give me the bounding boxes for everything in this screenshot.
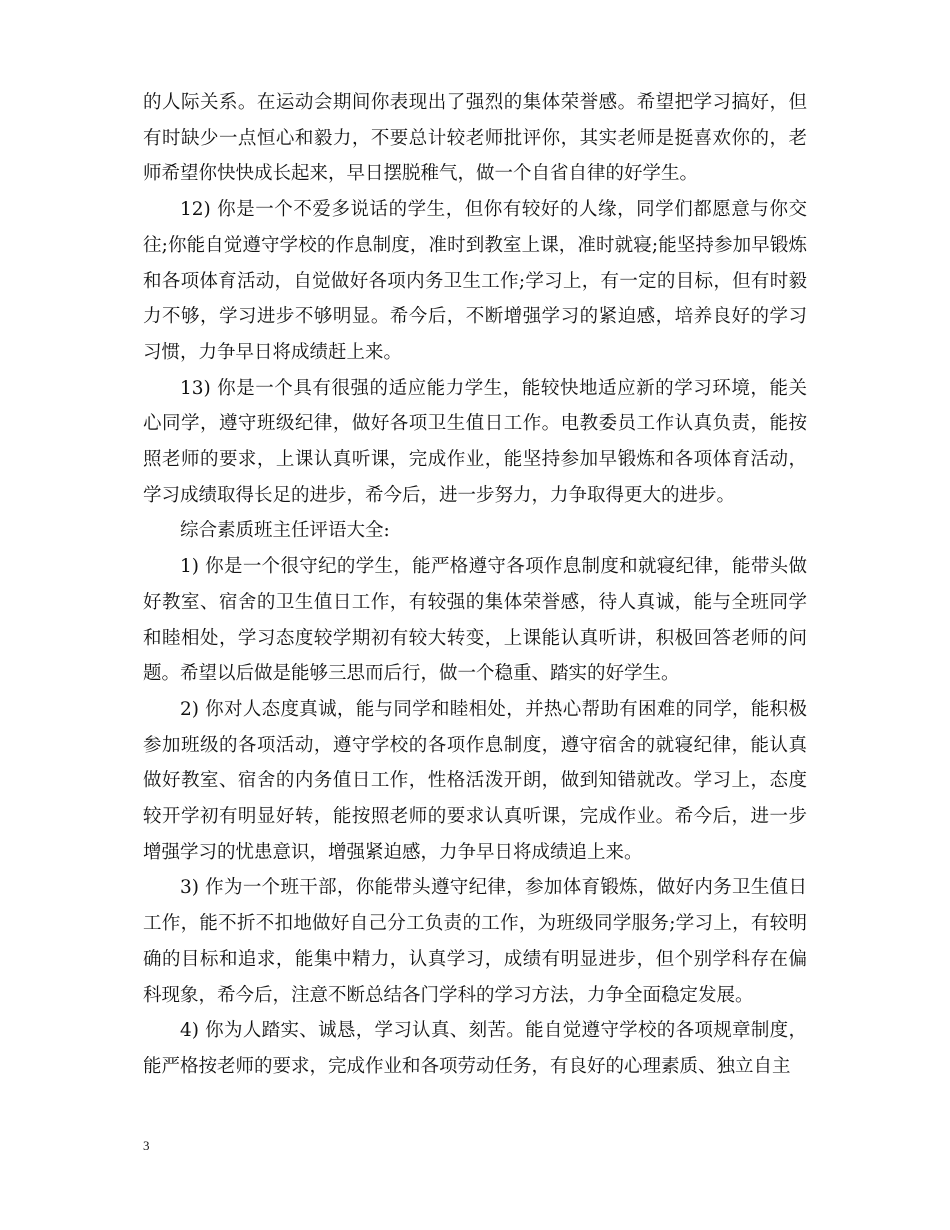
document-body	[143, 85, 807, 1085]
paragraph-comment-4: 4) 你为人踏实、诚恳，学习认真、刻苦。能自觉遵守学校的各项规章制度，能严格按老师的要求，完成作业和各项劳动任务，有良好的心理素质、独立自主	[143, 1020, 807, 1077]
paragraph-continuation: 的人际关系。在运动会期间你表现出了强烈的集体荣誉感。希望把学习搞好，但有时缺少一点恒心和毅力，不要总计较老师批评你，其实老师是挺喜欢你的，老师希望你快快成长起来，早日摆脱稚气，做一个自省自律的好学生。	[143, 92, 807, 185]
paragraph-comment-12: 12) 你是一个不爱多说话的学生，但你有较好的人缘，同学们都愿意与你交往;你能自觉遵守学校的作息制度，准时到教室上课，准时就寝;能坚持参加早锻炼和各项体育活动，自觉做好各项内务卫生工作;学习上，有一定的目标，但有时毅力不够，学习进步不够明显。希今后，不断增强学习的紧迫感，培养良好的学习习惯，力争早日将成绩赶上来。	[143, 199, 807, 363]
paragraph-comment-1: 1) 你是一个很守纪的学生，能严格遵守各项作息制度和就寝纪律，能带头做好教室、宿舍的卫生值日工作，有较强的集体荣誉感，待人真诚，能与全班同学和睦相处，学习态度较学期初有较大转变，上课能认真听讲，积极回答老师的问题。希望以后做是能够三思而后行，做一个稳重、踏实的好学生。	[143, 556, 807, 685]
paragraph-comment-3: 3) 作为一个班干部，你能带头遵守纪律，参加体育锻炼，做好内务卫生值日工作，能不折不扣地做好自己分工负责的工作，为班级同学服务;学习上，有较明确的目标和追求，能集中精力，认真学习，成绩有明显进步，但个别学科存在偏科现象，希今后，注意不断总结各门学科的学习方法，力争全面稳定发展。	[143, 877, 807, 1006]
section-heading: 综合素质班主任评语大全:	[180, 520, 390, 542]
page-number: 3	[143, 1138, 150, 1153]
paragraph-comment-13: 13) 你是一个具有很强的适应能力学生，能较快地适应新的学习环境，能关心同学，遵守班级纪律，做好各项卫生值日工作。电教委员工作认真负责，能按照老师的要求，上课认真听课，完成作业，能坚持参加早锻炼和各项体育活动，学习成绩取得长足的进步，希今后，进一步努力，力争取得更大的进步。	[143, 377, 807, 506]
paragraph-comment-2: 2) 你对人态度真诚，能与同学和睦相处，并热心帮助有困难的同学，能积极参加班级的各项活动，遵守学校的各项作息制度，遵守宿舍的就寝纪律，能认真做好教室、宿舍的内务值日工作，性格活泼开朗，做到知错就改。学习上，态度较开学初有明显好转，能按照老师的要求认真听课，完成作业。希今后，进一步增强学习的忧患意识，增强紧迫感，力争早日将成绩追上来。	[143, 698, 807, 863]
